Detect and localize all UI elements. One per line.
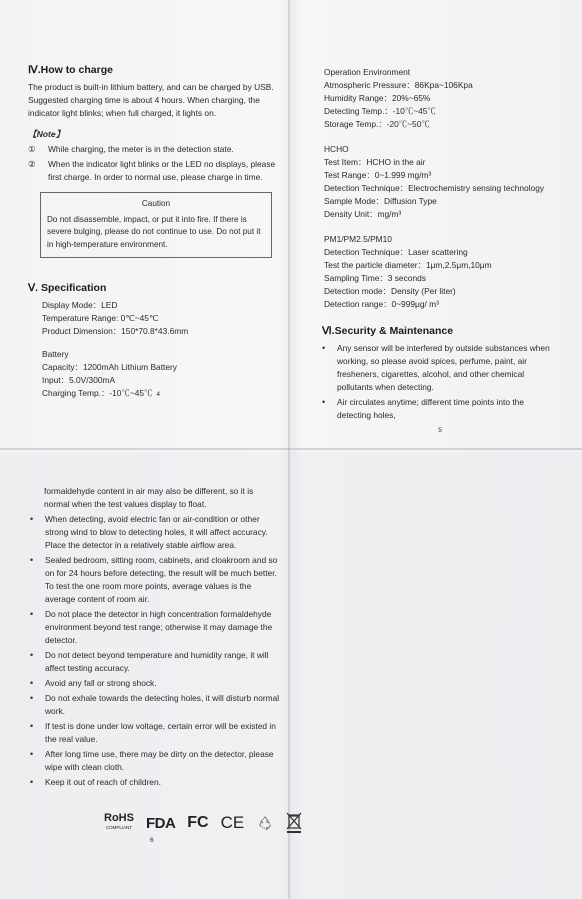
bullet-dot: • bbox=[30, 721, 34, 731]
bullet-dot: • bbox=[322, 397, 326, 407]
bullet-text: If test is done under low voltage, certain error will be existed in the real value. bbox=[45, 721, 276, 744]
security-heading: Ⅵ.Security & Maintenance bbox=[322, 325, 454, 337]
security-bullet bbox=[322, 342, 558, 394]
bullet-text: Sealed bedroom, sitting room, cabinets, and cloakroom and so on for 24 hours before detecting, the result will be much better. To test the one room more points, average values is the average content of room air. bbox=[45, 555, 278, 604]
operation-line: Humidity Range：20%~65% bbox=[324, 93, 431, 103]
bullet-dot: • bbox=[30, 650, 34, 660]
spec-line: Temperature Range: 0℃~45℃ bbox=[42, 313, 159, 323]
note-title: 【Note】 bbox=[28, 129, 65, 139]
pm-line: Sampling Time：3 seconds bbox=[324, 273, 426, 283]
page-6-panel bbox=[30, 485, 280, 789]
fc-logo: FC bbox=[187, 814, 209, 831]
spec-line: Product Dimension：150*70.8*43.6mm bbox=[42, 326, 189, 336]
bullet-text: Do not place the detector in high concentration formaldehyde environment beyond test range; otherwise it may damage the detector. bbox=[45, 609, 273, 645]
spec-list bbox=[28, 299, 280, 401]
battery-line: Capacity：1200mAh Lithium Battery bbox=[42, 362, 177, 372]
caution-box bbox=[40, 192, 272, 258]
operation-line: Atmospheric Pressure：86Kpa~106Kpa bbox=[324, 80, 473, 90]
page-number: 5 bbox=[438, 427, 442, 434]
caution-title: Caution bbox=[141, 199, 171, 208]
pm-line: Detection Technique：Laser scattering bbox=[324, 247, 468, 257]
recycle-icon bbox=[256, 814, 274, 832]
bullet-dot: • bbox=[30, 678, 34, 688]
fda-logo: FDA bbox=[145, 814, 176, 832]
hcho-line: Test Item：HCHO in the air bbox=[324, 157, 426, 167]
note-text: While charging, the meter is in the detection state. bbox=[48, 144, 234, 154]
operation-line: Storage Temp.：-20℃~50℃ bbox=[324, 119, 430, 129]
hcho-line: Density Unit：mg/m³ bbox=[324, 209, 402, 219]
pm-line: PM1/PM2.5/PM10 bbox=[324, 234, 392, 244]
operation-line: Operation Environment bbox=[324, 67, 411, 77]
pm-line: Detection mode：Density (Per liter) bbox=[324, 286, 456, 296]
intro-text: formaldehyde content in air may also be different, so it is normal when the test values display to float. bbox=[44, 486, 254, 509]
hcho-block bbox=[322, 143, 558, 221]
charge-heading: Ⅳ.How to charge bbox=[28, 64, 113, 76]
maintenance-bullet bbox=[30, 720, 280, 746]
page-number: 4 bbox=[156, 391, 161, 398]
page-number: 6 bbox=[150, 837, 154, 844]
certification-logos bbox=[104, 812, 302, 834]
bullet-dot: • bbox=[30, 777, 34, 787]
note-item bbox=[28, 158, 280, 184]
spec-line: Display Mode：LED bbox=[42, 300, 118, 310]
rohs-logo: RoHS COMPLIANT bbox=[104, 812, 134, 830]
hcho-line: Test Range：0~1.999 mg/m³ bbox=[324, 170, 432, 180]
security-text: Any sensor will be interfered by outside substances when working, so please avoid spices, perfume, paint, air fresheners, cigarettes, alcohol, and other chemical pollutants when detecting. bbox=[337, 343, 550, 392]
maintenance-bullet bbox=[30, 608, 280, 647]
maintenance-bullet bbox=[30, 649, 280, 675]
caution-text: Do not disassemble, impact, or put it into fire. If there is severe bulging, please do not continue to use. Do not put it in high-temperature environment. bbox=[47, 214, 261, 249]
bullet-text: After long time use, there may be dirty on the detector, please wipe with clean cloth. bbox=[45, 749, 274, 772]
operation-block bbox=[322, 66, 558, 131]
horizontal-fold-line bbox=[0, 448, 582, 450]
bullet-text: Keep it out of reach of children. bbox=[45, 777, 161, 787]
bullet-text: When detecting, avoid electric fan or air-condition or other strong wind to blow to detecting holes, it will affect accuracy. Place the detector in a relatively stable airflow area. bbox=[45, 514, 268, 550]
hcho-line: HCHO bbox=[324, 144, 349, 154]
maintenance-bullet bbox=[30, 554, 280, 606]
operation-line: Detecting Temp.：-10℃~45℃ bbox=[324, 106, 436, 116]
maintenance-bullet bbox=[30, 748, 280, 774]
bullet-dot: • bbox=[30, 609, 34, 619]
bullet-dot: • bbox=[30, 514, 34, 524]
note-number: ① bbox=[28, 144, 36, 154]
security-text: Air circulates anytime; different time points into the detecting holes, bbox=[337, 397, 524, 420]
pm-line: Test the particle diameter：1μm,2.5μm,10μm bbox=[324, 260, 492, 270]
hcho-line: Sample Mode：Diffusion Type bbox=[324, 196, 437, 206]
spec-heading: Ⅴ. Specification bbox=[28, 282, 107, 294]
battery-line: Charging Temp.：-10℃~45℃ 4 bbox=[42, 388, 161, 398]
battery-line: Battery bbox=[42, 349, 69, 359]
bullet-dot: • bbox=[30, 555, 34, 565]
page-5-panel bbox=[322, 66, 558, 437]
pm-block bbox=[322, 233, 558, 311]
note-text: When the indicator light blinks or the LED no displays, please first charge. In order to normal use, please charge in time. bbox=[48, 159, 276, 182]
bullet-text: Do not detect beyond temperature and humidity range, it will affect testing accuracy. bbox=[45, 650, 269, 673]
maintenance-bullet bbox=[30, 677, 280, 690]
note-item bbox=[28, 143, 280, 156]
maintenance-bullet bbox=[30, 692, 280, 718]
bullet-dot: • bbox=[30, 693, 34, 703]
page-4-panel bbox=[28, 64, 280, 401]
maintenance-bullet bbox=[30, 776, 280, 789]
note-number: ② bbox=[28, 159, 36, 169]
bullet-dot: • bbox=[322, 343, 326, 353]
ce-logo: CE bbox=[220, 813, 245, 832]
charge-text: The product is built-in lithium battery, and can be charged by USB. Suggested charging time is about 4 hours. When charging, the indicator light blinks; when full charged, it lights on. bbox=[28, 82, 274, 118]
hcho-line: Detection Technique：Electrochemistry sensing technology bbox=[324, 183, 545, 193]
weee-bin-icon bbox=[286, 812, 302, 834]
bullet-dot: • bbox=[30, 749, 34, 759]
pm-line: Detection range：0~999μg/ m³ bbox=[324, 299, 439, 309]
bullet-text: Do not exhale towards the detecting holes, it will disturb normal work. bbox=[45, 693, 280, 716]
bullet-text: Avoid any fall or strong shock. bbox=[45, 678, 157, 688]
battery-line: Input：5.0V/300mA bbox=[42, 375, 116, 385]
maintenance-bullet bbox=[30, 513, 280, 552]
security-bullet bbox=[322, 396, 558, 422]
